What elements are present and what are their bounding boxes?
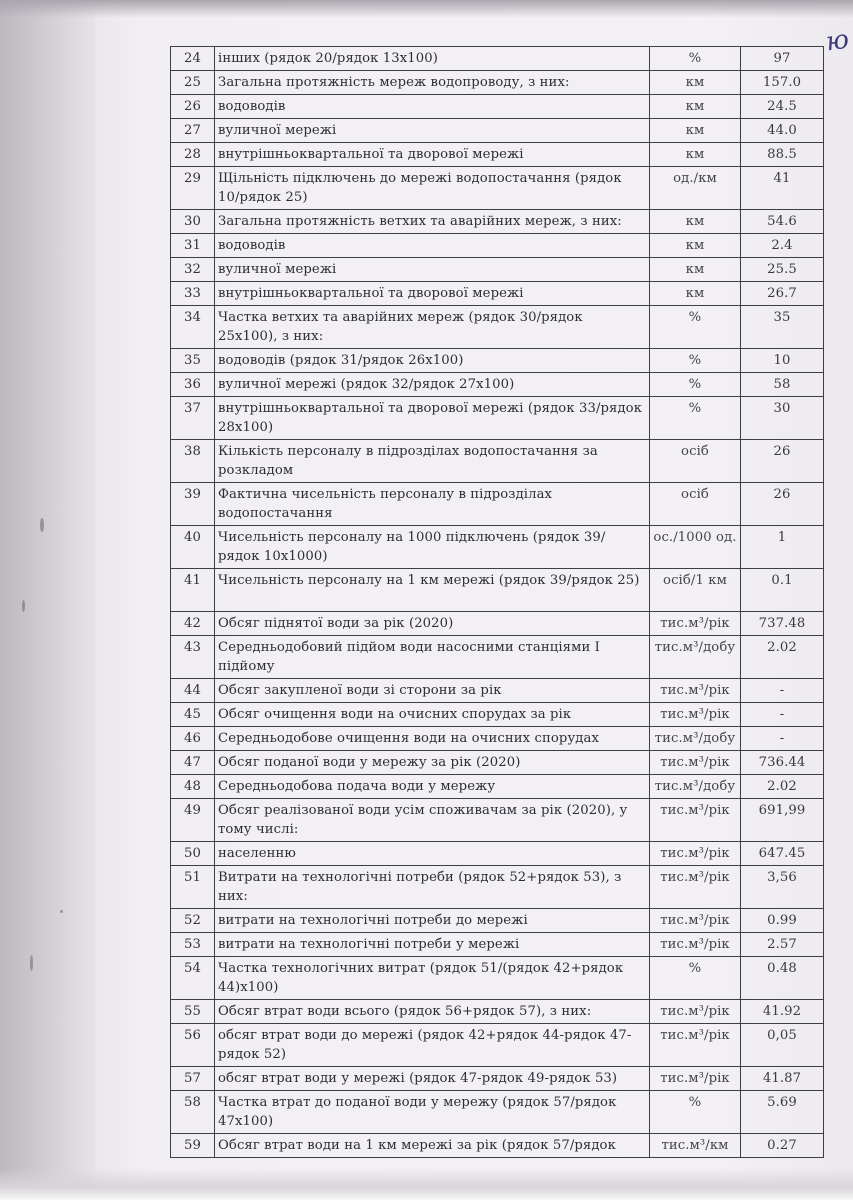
unit-cell: км <box>650 234 741 258</box>
unit-cell: од./км <box>650 167 741 210</box>
table-row <box>171 957 824 1000</box>
row-number-cell: 41 <box>171 569 215 612</box>
handwritten-margin-note: ю <box>824 24 851 58</box>
unit-cell: осіб/1 км <box>650 569 741 612</box>
indicator-cell: водоводів <box>215 95 650 119</box>
value-cell: 737.48 <box>741 612 824 636</box>
row-number-cell: 45 <box>171 703 215 727</box>
indicator-cell: Обсяг поданої води у мережу за рік (2020) <box>215 751 650 775</box>
row-number-cell: 59 <box>171 1134 215 1158</box>
table-row <box>171 167 824 210</box>
table-row <box>171 440 824 483</box>
table-row <box>171 1134 824 1158</box>
indicator-cell: Обсяг втрат води на 1 км мережі за рік (рядок 57/рядок <box>215 1134 650 1158</box>
indicator-cell: Щільність підключень до мережі водопостачання (рядок 10/рядок 25) <box>215 167 650 210</box>
value-cell: 41.87 <box>741 1067 824 1091</box>
table-row <box>171 1091 824 1134</box>
scan-speck <box>30 955 33 971</box>
value-cell: 41 <box>741 167 824 210</box>
unit-cell: км <box>650 119 741 143</box>
table-row <box>171 751 824 775</box>
value-cell: 2.02 <box>741 636 824 679</box>
unit-cell: км <box>650 143 741 167</box>
table-row <box>171 866 824 909</box>
unit-cell: тис.м³/рік <box>650 842 741 866</box>
indicator-cell: Чисельність персоналу на 1000 підключень (рядок 39/рядок 10х1000) <box>215 526 650 569</box>
row-number-cell: 50 <box>171 842 215 866</box>
unit-cell: % <box>650 306 741 349</box>
value-cell: 2.02 <box>741 775 824 799</box>
unit-cell: тис.м³/рік <box>650 909 741 933</box>
table-row <box>171 47 824 71</box>
table-row <box>171 1000 824 1024</box>
row-number-cell: 40 <box>171 526 215 569</box>
row-number-cell: 25 <box>171 71 215 95</box>
row-number-cell: 28 <box>171 143 215 167</box>
indicator-cell: внутрішньоквартальної та дворової мережі (рядок 33/рядок 28х100) <box>215 397 650 440</box>
value-cell: 0.27 <box>741 1134 824 1158</box>
row-number-cell: 52 <box>171 909 215 933</box>
value-cell: 1 <box>741 526 824 569</box>
row-number-cell: 51 <box>171 866 215 909</box>
value-cell: 736.44 <box>741 751 824 775</box>
page-bottom-edge <box>0 1168 853 1200</box>
data-table <box>170 46 824 1158</box>
value-cell: 54.6 <box>741 210 824 234</box>
unit-cell: тис.м³/рік <box>650 1067 741 1091</box>
table-row <box>171 842 824 866</box>
row-number-cell: 53 <box>171 933 215 957</box>
row-number-cell: 35 <box>171 349 215 373</box>
indicator-cell: населенню <box>215 842 650 866</box>
row-number-cell: 44 <box>171 679 215 703</box>
indicator-cell: Загальна протяжність мереж водопроводу, з них: <box>215 71 650 95</box>
indicator-cell: вуличної мережі <box>215 258 650 282</box>
unit-cell: тис.м³/км <box>650 1134 741 1158</box>
table-row <box>171 727 824 751</box>
unit-cell: тис.м³/рік <box>650 612 741 636</box>
indicator-cell: Частка технологічних витрат (рядок 51/(рядок 42+рядок 44)х100) <box>215 957 650 1000</box>
row-number-cell: 49 <box>171 799 215 842</box>
table-row <box>171 679 824 703</box>
value-cell: 24.5 <box>741 95 824 119</box>
table-row <box>171 210 824 234</box>
unit-cell: тис.м³/рік <box>650 703 741 727</box>
page-top-edge <box>0 0 853 18</box>
indicator-cell: внутрішньоквартальної та дворової мережі <box>215 282 650 306</box>
table-row <box>171 483 824 526</box>
unit-cell: осіб <box>650 483 741 526</box>
indicator-cell: Частка втрат до поданої води у мережу (рядок 57/рядок 47х100) <box>215 1091 650 1134</box>
indicator-cell: Частка ветхих та аварійних мереж (рядок 30/рядок 25х100), з них: <box>215 306 650 349</box>
value-cell: 26 <box>741 440 824 483</box>
row-number-cell: 43 <box>171 636 215 679</box>
unit-cell: % <box>650 957 741 1000</box>
row-number-cell: 33 <box>171 282 215 306</box>
table-row <box>171 349 824 373</box>
table-row <box>171 909 824 933</box>
indicator-cell: Обсяг втрат води всього (рядок 56+рядок 57), з них: <box>215 1000 650 1024</box>
indicator-cell: витрати на технологічні потреби у мережі <box>215 933 650 957</box>
indicator-cell: внутрішньоквартальної та дворової мережі <box>215 143 650 167</box>
table-row <box>171 258 824 282</box>
table-row <box>171 526 824 569</box>
scan-speck <box>60 910 63 913</box>
table-row <box>171 703 824 727</box>
value-cell: 5.69 <box>741 1091 824 1134</box>
unit-cell: осіб <box>650 440 741 483</box>
value-cell: 647.45 <box>741 842 824 866</box>
table-row <box>171 234 824 258</box>
unit-cell: % <box>650 349 741 373</box>
value-cell: 35 <box>741 306 824 349</box>
indicator-cell: Загальна протяжність ветхих та аварійних мереж, з них: <box>215 210 650 234</box>
row-number-cell: 27 <box>171 119 215 143</box>
value-cell: 0.99 <box>741 909 824 933</box>
row-number-cell: 36 <box>171 373 215 397</box>
row-number-cell: 54 <box>171 957 215 1000</box>
table-row <box>171 933 824 957</box>
indicator-cell: вуличної мережі (рядок 32/рядок 27х100) <box>215 373 650 397</box>
unit-cell: км <box>650 258 741 282</box>
row-number-cell: 26 <box>171 95 215 119</box>
value-cell: 0,05 <box>741 1024 824 1067</box>
indicator-cell: Фактична чисельність персоналу в підрозділах водопостачання <box>215 483 650 526</box>
table-row <box>171 569 824 612</box>
row-number-cell: 30 <box>171 210 215 234</box>
value-cell: 30 <box>741 397 824 440</box>
unit-cell: % <box>650 47 741 71</box>
value-cell: 25.5 <box>741 258 824 282</box>
row-number-cell: 57 <box>171 1067 215 1091</box>
value-cell: 0.48 <box>741 957 824 1000</box>
table-row <box>171 373 824 397</box>
scan-speck <box>40 518 44 532</box>
value-cell: 0.1 <box>741 569 824 612</box>
table-row <box>171 799 824 842</box>
unit-cell: тис.м³/рік <box>650 751 741 775</box>
indicator-cell: Кількість персоналу в підрозділах водопостачання за розкладом <box>215 440 650 483</box>
value-cell: 58 <box>741 373 824 397</box>
scan-speck <box>22 600 25 612</box>
indicator-cell: водоводів <box>215 234 650 258</box>
unit-cell: км <box>650 95 741 119</box>
table-row <box>171 119 824 143</box>
row-number-cell: 58 <box>171 1091 215 1134</box>
row-number-cell: 24 <box>171 47 215 71</box>
indicator-cell: Обсяг реалізованої води усім споживачам за рік (2020), у тому числі: <box>215 799 650 842</box>
indicator-cell: Обсяг очищення води на очисних спорудах за рік <box>215 703 650 727</box>
table-row <box>171 95 824 119</box>
value-cell: 2.4 <box>741 234 824 258</box>
unit-cell: % <box>650 373 741 397</box>
row-number-cell: 32 <box>171 258 215 282</box>
unit-cell: тис.м³/рік <box>650 866 741 909</box>
table-row <box>171 612 824 636</box>
row-number-cell: 47 <box>171 751 215 775</box>
indicator-cell: витрати на технологічні потреби до мережі <box>215 909 650 933</box>
unit-cell: км <box>650 210 741 234</box>
value-cell: 3,56 <box>741 866 824 909</box>
value-cell: 691,99 <box>741 799 824 842</box>
row-number-cell: 31 <box>171 234 215 258</box>
indicator-cell: вуличної мережі <box>215 119 650 143</box>
value-cell: 10 <box>741 349 824 373</box>
row-number-cell: 55 <box>171 1000 215 1024</box>
unit-cell: тис.м³/рік <box>650 799 741 842</box>
row-number-cell: 48 <box>171 775 215 799</box>
value-cell: 26 <box>741 483 824 526</box>
indicator-cell: інших (рядок 20/рядок 13х100) <box>215 47 650 71</box>
table-row <box>171 397 824 440</box>
binding-shadow <box>0 0 95 1200</box>
unit-cell: тис.м³/добу <box>650 775 741 799</box>
row-number-cell: 29 <box>171 167 215 210</box>
unit-cell: тис.м³/добу <box>650 636 741 679</box>
unit-cell: тис.м³/добу <box>650 727 741 751</box>
indicator-cell: Обсяг закупленої води зі сторони за рік <box>215 679 650 703</box>
row-number-cell: 39 <box>171 483 215 526</box>
table-row <box>171 1024 824 1067</box>
table-row <box>171 636 824 679</box>
indicator-cell: Середньодобовий підйом води насосними станціями І підйому <box>215 636 650 679</box>
indicator-cell: обсяг втрат води у мережі (рядок 47-рядок 49-рядок 53) <box>215 1067 650 1091</box>
unit-cell: тис.м³/рік <box>650 1024 741 1067</box>
table-row <box>171 71 824 95</box>
value-cell: 88.5 <box>741 143 824 167</box>
value-cell: 41.92 <box>741 1000 824 1024</box>
table-row <box>171 143 824 167</box>
unit-cell: % <box>650 397 741 440</box>
unit-cell: тис.м³/рік <box>650 933 741 957</box>
indicator-cell: Обсяг піднятої води за рік (2020) <box>215 612 650 636</box>
value-cell: 26.7 <box>741 282 824 306</box>
unit-cell: км <box>650 71 741 95</box>
unit-cell: тис.м³/рік <box>650 1000 741 1024</box>
row-number-cell: 56 <box>171 1024 215 1067</box>
table-row <box>171 1067 824 1091</box>
indicator-cell: Середньодобове очищення води на очисних спорудах <box>215 727 650 751</box>
value-cell: - <box>741 703 824 727</box>
row-number-cell: 38 <box>171 440 215 483</box>
indicator-cell: Середньодобова подача води у мережу <box>215 775 650 799</box>
row-number-cell: 37 <box>171 397 215 440</box>
row-number-cell: 34 <box>171 306 215 349</box>
row-number-cell: 46 <box>171 727 215 751</box>
unit-cell: тис.м³/рік <box>650 679 741 703</box>
value-cell: 2.57 <box>741 933 824 957</box>
table-row <box>171 775 824 799</box>
value-cell: 97 <box>741 47 824 71</box>
unit-cell: % <box>650 1091 741 1134</box>
unit-cell: км <box>650 282 741 306</box>
row-number-cell: 42 <box>171 612 215 636</box>
table-row <box>171 306 824 349</box>
unit-cell: ос./1000 од. <box>650 526 741 569</box>
indicator-cell: водоводів (рядок 31/рядок 26х100) <box>215 349 650 373</box>
indicator-cell: обсяг втрат води до мережі (рядок 42+рядок 44-рядок 47-рядок 52) <box>215 1024 650 1067</box>
value-cell: 157.0 <box>741 71 824 95</box>
value-cell: 44.0 <box>741 119 824 143</box>
value-cell: - <box>741 727 824 751</box>
indicator-cell: Чисельність персоналу на 1 км мережі (рядок 39/рядок 25) <box>215 569 650 612</box>
table-row <box>171 282 824 306</box>
indicator-cell: Витрати на технологічні потреби (рядок 52+рядок 53), з них: <box>215 866 650 909</box>
value-cell: - <box>741 679 824 703</box>
